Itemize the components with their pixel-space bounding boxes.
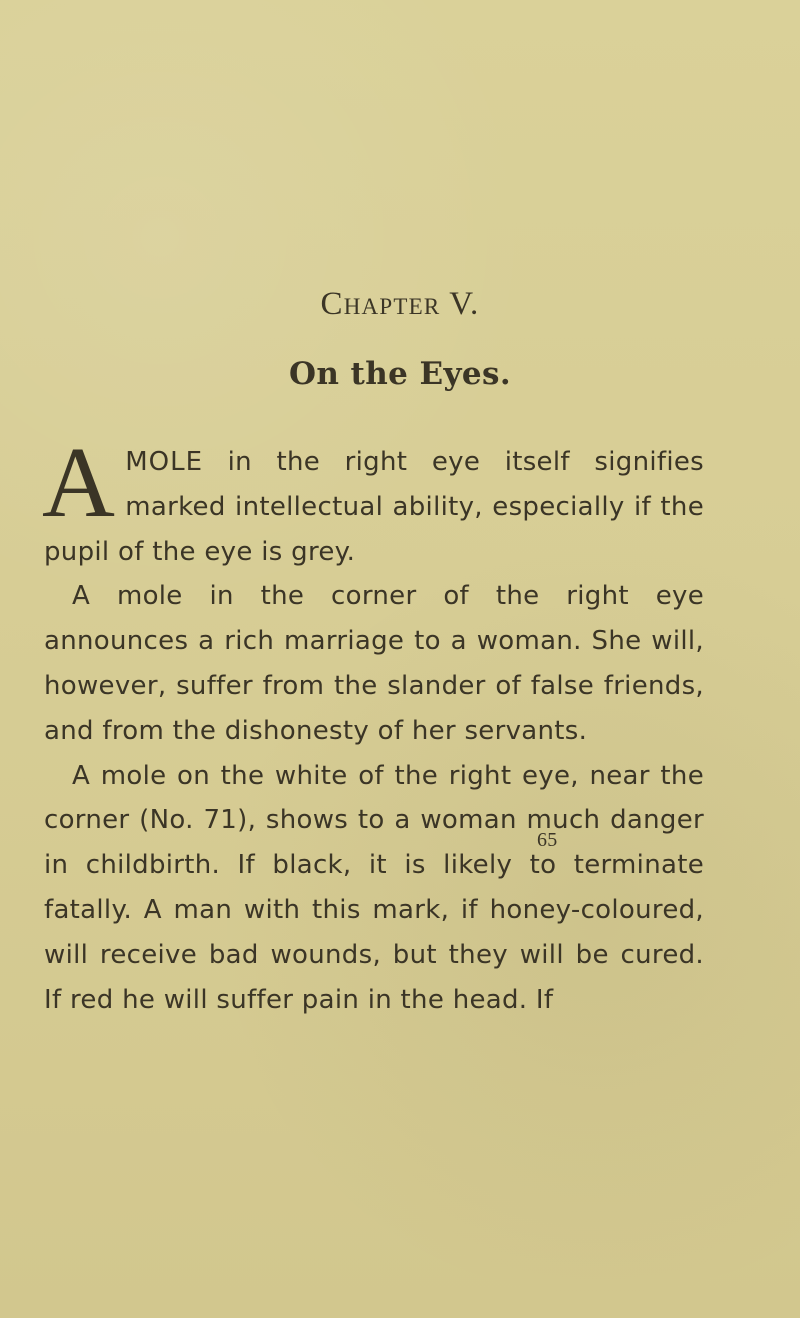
- section-title: On the Eyes.: [288, 356, 512, 392]
- paragraph-3: A mole on the white of the right eye, near the corner (No. 71), shows to a woman much danger in childbirth. If black, it is likely to terminate fatally. A man with this mark, if honey-coloured, will receive bad wounds, but they will be cured. If red he will suffer pain in the head. If: [44, 760, 704, 1015]
- page-number: 65: [537, 829, 558, 851]
- chapter-title: Chapter V.: [320, 286, 480, 322]
- paragraph-1: [42, 426, 704, 574]
- opening-rest: in the right eye itself signifies marked intellectual ability, especially if the pupil of the eye is grey.: [44, 447, 704, 567]
- opening-small-caps: MOLE: [125, 447, 204, 477]
- paragraph-2: A mole in the corner of the right eye announces a rich marriage to a woman. She will, however, suffer from the slander of false friends, and from the dishonesty of her servants.: [44, 581, 704, 746]
- drop-cap: A: [42, 426, 116, 538]
- body-text: [42, 426, 704, 1022]
